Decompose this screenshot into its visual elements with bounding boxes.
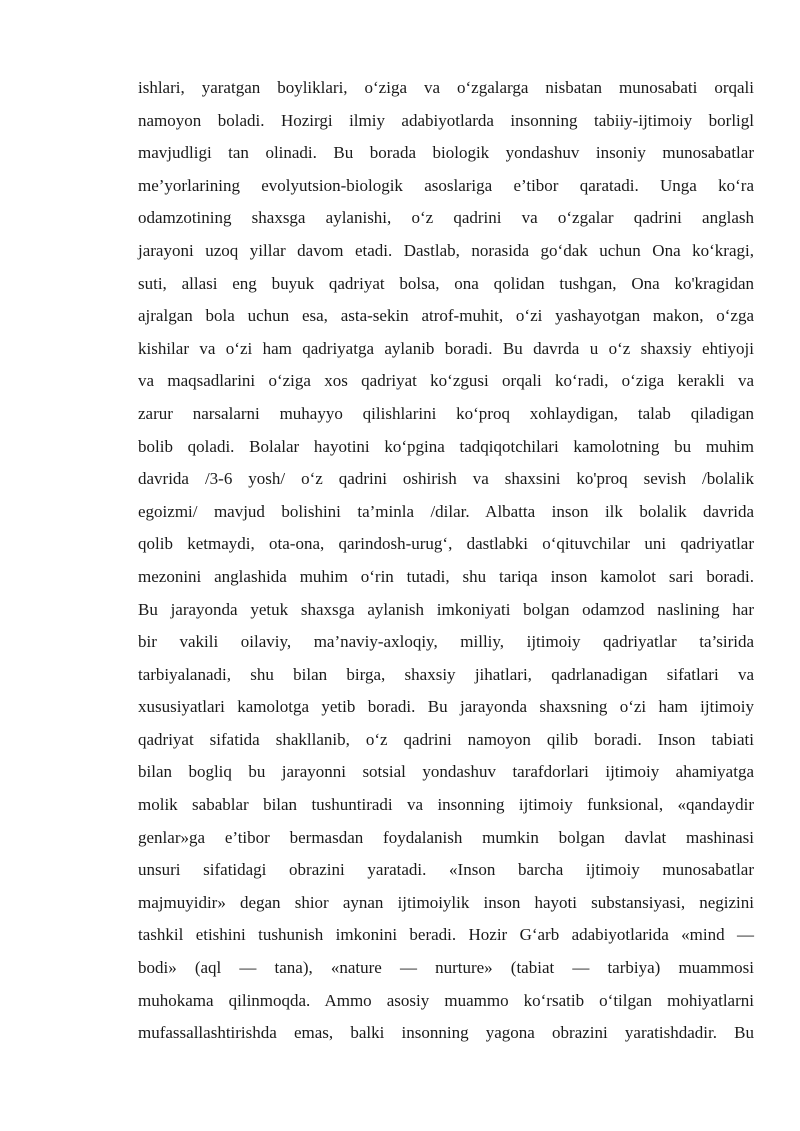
text-line: kishilar va o‘zi ham qadriyatga aylanib boradi. Bu davrda u o‘z shaxsiy ehtiyoji [138,338,754,358]
text-line: bilan bogliq bu jarayonni sotsial yondashuv tarafdorlari ijtimoiy ahamiyatga [138,762,754,782]
text-line: bir vakili oilaviy, ma’naviy-axloqiy, milliy, ijtimoiy qadriyatlar ta’sirida [138,632,754,652]
text-line: xususiyatlari kamolotga yetib boradi. Bu jarayonda shaxsning o‘zi ham ijtimoiy [138,697,754,717]
text-line: zarur narsalarni muhayyo qilishlarini ko‘proq xohlaydigan, talab qiladigan [138,403,754,423]
text-line: davrida /3-6 yosh/ o‘z qadrini oshirish va shaxsini ko'proq sevish /bolalik [138,469,754,489]
text-line: me’yorlarining evolyutsion-biologik asoslariga e’tibor qaratadi. Unga ko‘ra [138,175,754,195]
text-line: qadriyat sifatida shakllanib, o‘z qadrini namoyon qilib boradi. Inson tabiati [138,729,754,749]
text-line: mezonini anglashida muhim o‘rin tutadi, shu tariqa inson kamolot sari boradi. [138,566,754,586]
text-line: suti, allasi eng buyuk qadriyat bolsa, ona qolidan tushgan, Ona ko'kragidan [138,273,754,293]
body-text [138,74,754,1052]
text-line: majmuyidir» degan shior aynan ijtimoiylik inson hayoti substansiyasi, negizini [138,892,754,912]
text-line: mufassallashtirishda emas, balki insonning yagona obrazini yaratishdadir. Bu [138,1023,754,1043]
text-line: va maqsadlarini o‘ziga xos qadriyat ko‘zgusi orqali ko‘radi, o‘ziga kerakli va [138,371,754,391]
text-line: bolib qoladi. Bolalar hayotini ko‘pgina tadqiqotchilari kamolotning bu muhim [138,436,754,456]
text-line: muhokama qilinmoqda. Ammo asosiy muammo ko‘rsatib o‘tilgan mohiyatlarni [138,990,754,1010]
text-line: genlar»ga e’tibor bermasdan foydalanish mumkin bolgan davlat mashinasi [138,827,754,847]
text-line: mavjudligi tan olinadi. Bu borada biologik yondashuv insoniy munosabatlar [138,143,754,163]
text-line: namoyon boladi. Hozirgi ilmiy adabiyotlarda insonning tabiiy-ijtimoiy borligl [138,110,754,130]
text-line: jarayoni uzoq yillar davom etadi. Dastlab, norasida go‘dak uchun Ona ko‘kragi, [138,240,754,260]
text-line: Bu jarayonda yetuk shaxsga aylanish imkoniyati bolgan odamzod naslining har [138,599,754,619]
text-line: ishlari, yaratgan boyliklari, o‘ziga va o‘zgalarga nisbatan munosabati orqali [138,78,754,97]
text-line: unsuri sifatidagi obrazini yaratadi. «Inson barcha ijtimoiy munosabatlar [138,860,754,880]
text-line: tarbiyalanadi, shu bilan birga, shaxsiy jihatlari, qadrlanadigan sifatlari va [138,664,754,684]
text-line: odamzotining shaxsga aylanishi, o‘z qadrini va o‘zgalar qadrini anglash [138,208,754,228]
text-line: molik sabablar bilan tushuntiradi va insonning ijtimoiy funksional, «qandaydir [138,795,754,815]
text-line: tashkil etishini tushunish imkonini beradi. Hozir G‘arb adabiyotlarida «mind — [138,925,754,945]
text-line: bodi» (aql — tana), «nature — nurture» (tabiat — tarbiya) muammosi [138,958,754,978]
text-line: qolib ketmaydi, ota-ona, qarindosh-urug‘, dastlabki o‘qituvchilar uni qadriyatlar [138,534,754,554]
text-line: ajralgan bola uchun esa, asta-sekin atrof-muhit, o‘zi yashayotgan makon, o‘zga [138,306,754,326]
text-line: egoizmi/ mavjud bolishini ta’minla /dilar. Albatta inson ilk bolalik davrida [138,501,754,521]
